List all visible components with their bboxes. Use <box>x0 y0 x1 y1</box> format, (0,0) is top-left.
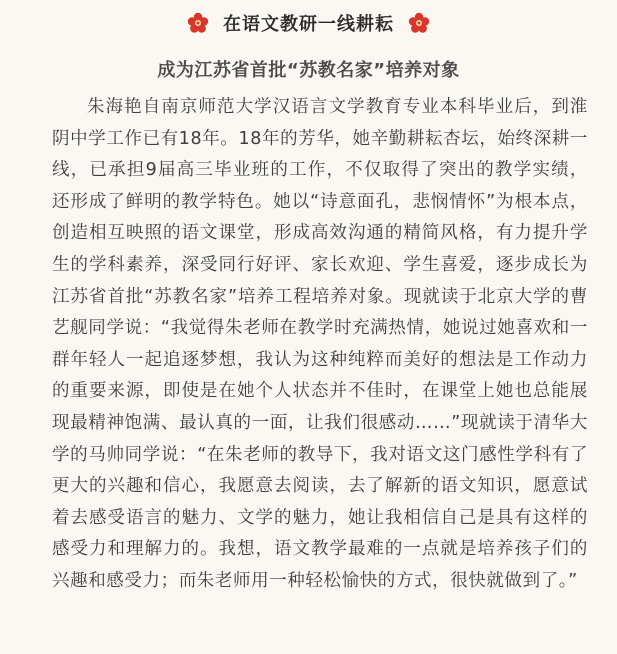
article-subtitle: 成为江苏省首批“苏教名家”培养对象 <box>157 60 460 81</box>
flower-icon <box>187 12 209 34</box>
flower-icon <box>408 12 430 34</box>
section-title: 在语文教研一线耕耘 <box>223 14 394 35</box>
section-header <box>0 10 617 36</box>
article-paragraph: 朱海艳自南京师范大学汉语言文学教育专业本科毕业后，到淮阴中学工作已有18年。18年的芳华，她辛勤耕耘杏坛，始终深耕一线，已承担9届高三毕业班的工作，不仅取得了突出的教学实绩，还形成了鲜明的教学特色。她以“诗意面孔，悲悯情怀”为根本点，创造相互映照的语文课堂，形成高效沟通的精简风格，有力提升学生的学科素养，深受同行好评、家长欢迎、学生喜爱，逐步成长为江苏省首批“苏教名家”培养工程培养对象。现就读于北京大学的曹艺舰同学说：“我觉得朱老师在教学时充满热情，她说过她喜欢和一群年轻人一起追逐梦想，我认为这种纯粹而美好的想法是工作动力的重要来源，即使是在她个人状态并不佳时，在课堂上她也总能展现最精神饱满、最认真的一面，让我们很感动……”现就读于清华大学的马帅同学说：“在朱老师的教导下，我对语文这门感性学科有了更大的兴趣和信心，我愿意去阅读，去了解新的语文知识，愿意试着去感受语言的魅力、文学的魅力，她让我相信自己是具有这样的感受力和理解力的。我想，语文教学最难的一点就是培养孩子们的兴趣和感受力；而朱老师用一种轻松愉快的方式，很快就做到了。” <box>52 97 588 591</box>
